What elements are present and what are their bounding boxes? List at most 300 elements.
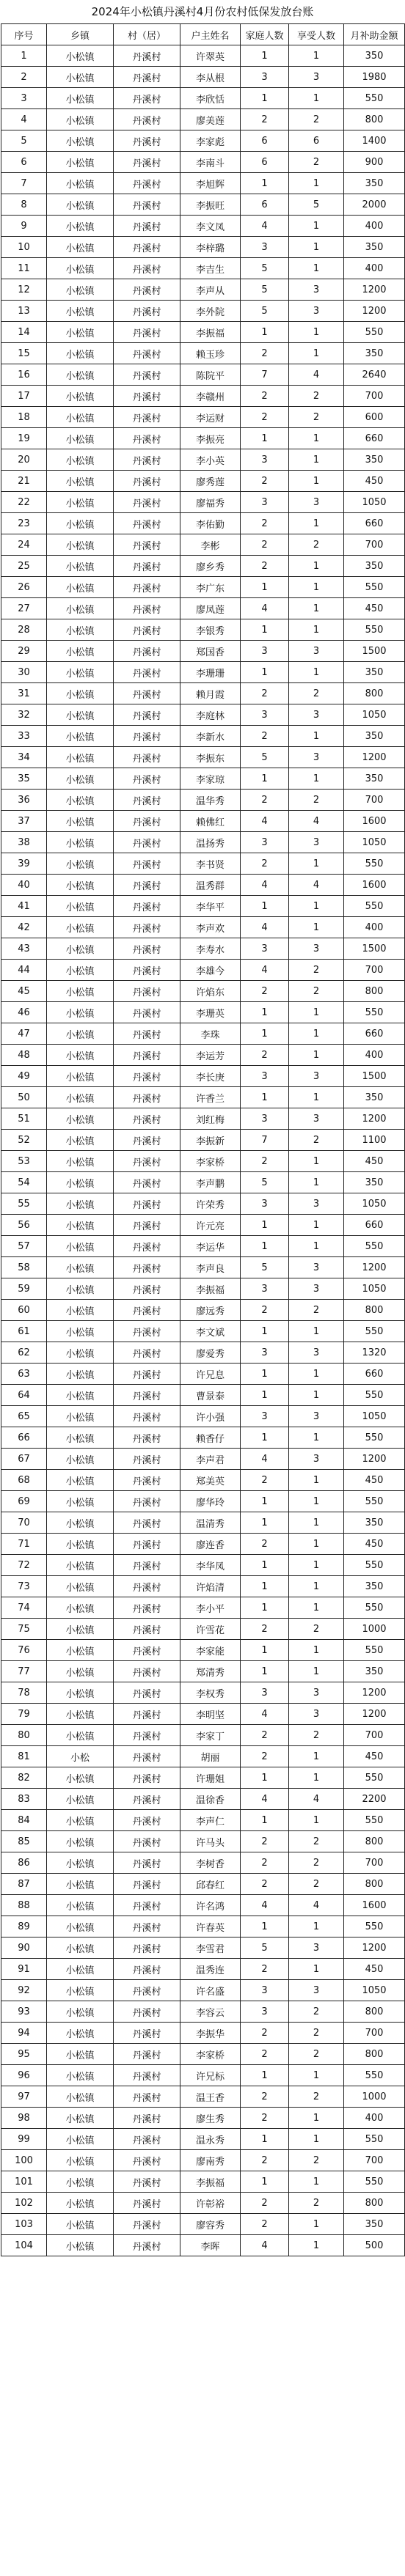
cell-beneficiaries: 1: [289, 556, 344, 577]
cell-serial: 36: [1, 790, 47, 811]
cell-serial: 35: [1, 768, 47, 790]
table-row: [1, 1576, 405, 1597]
cell-householder: 李权秀: [180, 1682, 241, 1704]
cell-serial: 30: [1, 662, 47, 683]
cell-serial: 102: [1, 2193, 47, 2214]
cell-village: 丹溪村: [114, 1619, 180, 1640]
cell-beneficiaries: 1: [289, 428, 344, 449]
cell-town: 小松镇: [47, 279, 114, 301]
cell-monthly-amount: 1600: [344, 875, 405, 896]
cell-family-size: 5: [241, 1937, 289, 1959]
cell-family-size: 3: [241, 1066, 289, 1087]
cell-family-size: 2: [241, 534, 289, 556]
cell-householder: 李珊英: [180, 1002, 241, 1023]
table-row: [1, 2023, 405, 2044]
cell-householder: 李明坚: [180, 1704, 241, 1725]
cell-family-size: 2: [241, 556, 289, 577]
cell-serial: 82: [1, 1767, 47, 1789]
cell-monthly-amount: 550: [344, 1810, 405, 1831]
cell-village: 丹溪村: [114, 1661, 180, 1682]
cell-village: 丹溪村: [114, 577, 180, 598]
cell-town: 小松镇: [47, 1342, 114, 1364]
cell-serial: 15: [1, 343, 47, 364]
cell-town: 小松镇: [47, 343, 114, 364]
cell-family-size: 1: [241, 2065, 289, 2086]
cell-beneficiaries: 3: [289, 938, 344, 960]
cell-town: 小松镇: [47, 1640, 114, 1661]
cell-householder: 李晖: [180, 2235, 241, 2256]
cell-village: 丹溪村: [114, 1364, 180, 1385]
cell-monthly-amount: 1200: [344, 1682, 405, 1704]
cell-town: 小松镇: [47, 1002, 114, 1023]
cell-monthly-amount: 1050: [344, 1980, 405, 2001]
table-row: [1, 173, 405, 194]
cell-householder: 李声从: [180, 279, 241, 301]
cell-monthly-amount: 450: [344, 471, 405, 492]
cell-monthly-amount: 400: [344, 2108, 405, 2129]
cell-serial: 55: [1, 1193, 47, 1215]
cell-beneficiaries: 2: [289, 960, 344, 981]
cell-beneficiaries: 3: [289, 832, 344, 853]
cell-family-size: 7: [241, 364, 289, 386]
table-row: [1, 428, 405, 449]
cell-serial: 12: [1, 279, 47, 301]
cell-householder: 李华平: [180, 896, 241, 917]
cell-serial: 92: [1, 1980, 47, 2001]
cell-town: 小松镇: [47, 981, 114, 1002]
cell-town: 小松镇: [47, 1831, 114, 1852]
cell-town: 小松镇: [47, 2171, 114, 2193]
cell-village: 丹溪村: [114, 173, 180, 194]
cell-serial: 97: [1, 2086, 47, 2108]
cell-family-size: 2: [241, 2214, 289, 2235]
cell-serial: 24: [1, 534, 47, 556]
cell-serial: 5: [1, 130, 47, 152]
cell-householder: 李雄今: [180, 960, 241, 981]
cell-beneficiaries: 5: [289, 194, 344, 216]
cell-family-size: 1: [241, 322, 289, 343]
cell-serial: 90: [1, 1937, 47, 1959]
cell-monthly-amount: 500: [344, 2235, 405, 2256]
cell-serial: 60: [1, 1300, 47, 1321]
cell-beneficiaries: 2: [289, 407, 344, 428]
cell-serial: 14: [1, 322, 47, 343]
cell-beneficiaries: 1: [289, 577, 344, 598]
table-row: [1, 1023, 405, 1045]
cell-householder: 李振福: [180, 1278, 241, 1300]
cell-monthly-amount: 1050: [344, 704, 405, 726]
cell-town: 小松镇: [47, 1916, 114, 1937]
cell-householder: 李家桥: [180, 2044, 241, 2065]
cell-serial: 75: [1, 1619, 47, 1640]
table-row: [1, 662, 405, 683]
cell-householder: 李文斌: [180, 1321, 241, 1342]
cell-town: 小松镇: [47, 1278, 114, 1300]
table-body: [1, 45, 405, 2256]
table-row: [1, 2108, 405, 2129]
cell-town: 小松镇: [47, 109, 114, 130]
cell-family-size: 2: [241, 2150, 289, 2171]
table-row: [1, 2150, 405, 2171]
cell-town: 小松镇: [47, 917, 114, 938]
cell-town: 小松镇: [47, 130, 114, 152]
cell-village: 丹溪村: [114, 2065, 180, 2086]
cell-householder: 廖美莲: [180, 109, 241, 130]
cell-town: 小松镇: [47, 1193, 114, 1215]
cell-village: 丹溪村: [114, 301, 180, 322]
cell-family-size: 1: [241, 173, 289, 194]
col-header-family-size: 家庭人数: [241, 24, 289, 45]
table-row: [1, 1449, 405, 1470]
cell-village: 丹溪村: [114, 1427, 180, 1449]
cell-family-size: 1: [241, 88, 289, 109]
cell-family-size: 1: [241, 662, 289, 683]
cell-householder: 廖南秀: [180, 2150, 241, 2171]
cell-town: 小松镇: [47, 216, 114, 237]
cell-town: 小松镇: [47, 2214, 114, 2235]
cell-family-size: 1: [241, 1321, 289, 1342]
cell-family-size: 2: [241, 2108, 289, 2129]
cell-village: 丹溪村: [114, 534, 180, 556]
cell-monthly-amount: 550: [344, 1916, 405, 1937]
cell-householder: 许翠英: [180, 45, 241, 67]
cell-family-size: 2: [241, 1534, 289, 1555]
cell-town: 小松镇: [47, 2023, 114, 2044]
table-row: [1, 811, 405, 832]
cell-beneficiaries: 1: [289, 1470, 344, 1491]
table-row: [1, 1257, 405, 1278]
cell-village: 丹溪村: [114, 67, 180, 88]
cell-serial: 98: [1, 2108, 47, 2129]
cell-monthly-amount: 550: [344, 853, 405, 875]
cell-beneficiaries: 4: [289, 364, 344, 386]
cell-beneficiaries: 4: [289, 811, 344, 832]
cell-beneficiaries: 1: [289, 917, 344, 938]
cell-householder: 李振亮: [180, 428, 241, 449]
cell-serial: 40: [1, 875, 47, 896]
cell-householder: 李声良: [180, 1257, 241, 1278]
cell-serial: 39: [1, 853, 47, 875]
table-row: [1, 2129, 405, 2150]
cell-village: 丹溪村: [114, 428, 180, 449]
cell-serial: 22: [1, 492, 47, 513]
cell-village: 丹溪村: [114, 1066, 180, 1087]
cell-family-size: 1: [241, 428, 289, 449]
cell-village: 丹溪村: [114, 45, 180, 67]
cell-monthly-amount: 1050: [344, 832, 405, 853]
cell-monthly-amount: 1100: [344, 1130, 405, 1151]
cell-serial: 49: [1, 1066, 47, 1087]
cell-family-size: 2: [241, 513, 289, 534]
cell-serial: 56: [1, 1215, 47, 1236]
table-row: [1, 1321, 405, 1342]
cell-beneficiaries: 3: [289, 1704, 344, 1725]
cell-beneficiaries: 1: [289, 1916, 344, 1937]
cell-monthly-amount: 2640: [344, 364, 405, 386]
cell-householder: 许春英: [180, 1916, 241, 1937]
cell-monthly-amount: 400: [344, 1045, 405, 1066]
cell-monthly-amount: 350: [344, 1576, 405, 1597]
cell-town: 小松镇: [47, 1852, 114, 1874]
cell-serial: 33: [1, 726, 47, 747]
cell-monthly-amount: 1320: [344, 1342, 405, 1364]
cell-family-size: 6: [241, 152, 289, 173]
cell-householder: 曹景泰: [180, 1385, 241, 1406]
cell-village: 丹溪村: [114, 1385, 180, 1406]
table-row: [1, 1895, 405, 1916]
cell-serial: 83: [1, 1789, 47, 1810]
cell-monthly-amount: 800: [344, 109, 405, 130]
col-header-beneficiaries: 享受人数: [289, 24, 344, 45]
cell-householder: 刘红梅: [180, 1108, 241, 1130]
cell-beneficiaries: 1: [289, 598, 344, 619]
cell-town: 小松镇: [47, 428, 114, 449]
cell-monthly-amount: 1200: [344, 1257, 405, 1278]
cell-village: 丹溪村: [114, 1640, 180, 1661]
cell-serial: 46: [1, 1002, 47, 1023]
cell-householder: 郑美英: [180, 1470, 241, 1491]
cell-town: 小松镇: [47, 1959, 114, 1980]
cell-beneficiaries: 3: [289, 492, 344, 513]
table-row: [1, 279, 405, 301]
cell-monthly-amount: 660: [344, 513, 405, 534]
cell-householder: 李书贤: [180, 853, 241, 875]
cell-monthly-amount: 350: [344, 556, 405, 577]
cell-monthly-amount: 800: [344, 683, 405, 704]
cell-householder: 李小英: [180, 449, 241, 471]
cell-householder: 李珠: [180, 1023, 241, 1045]
cell-town: 小松镇: [47, 1151, 114, 1172]
cell-monthly-amount: 450: [344, 1151, 405, 1172]
cell-beneficiaries: 1: [289, 2171, 344, 2193]
table-row: [1, 1512, 405, 1534]
cell-family-size: 5: [241, 747, 289, 768]
cell-householder: 李华凤: [180, 1555, 241, 1576]
cell-family-size: 1: [241, 1385, 289, 1406]
cell-family-size: 3: [241, 237, 289, 258]
cell-serial: 70: [1, 1512, 47, 1534]
cell-serial: 2: [1, 67, 47, 88]
cell-serial: 41: [1, 896, 47, 917]
table-row: [1, 704, 405, 726]
cell-monthly-amount: 550: [344, 1491, 405, 1512]
table-row: [1, 322, 405, 343]
cell-village: 丹溪村: [114, 726, 180, 747]
cell-householder: 李长庚: [180, 1066, 241, 1087]
cell-village: 丹溪村: [114, 2044, 180, 2065]
cell-serial: 11: [1, 258, 47, 279]
cell-monthly-amount: 1000: [344, 2086, 405, 2108]
cell-monthly-amount: 1600: [344, 811, 405, 832]
cell-town: 小松镇: [47, 45, 114, 67]
table-row: [1, 1937, 405, 1959]
cell-serial: 65: [1, 1406, 47, 1427]
cell-beneficiaries: 1: [289, 1959, 344, 1980]
cell-serial: 79: [1, 1704, 47, 1725]
cell-householder: 温秀连: [180, 1959, 241, 1980]
cell-monthly-amount: 350: [344, 343, 405, 364]
table-row: [1, 1682, 405, 1704]
cell-family-size: 4: [241, 1895, 289, 1916]
cell-village: 丹溪村: [114, 130, 180, 152]
cell-village: 丹溪村: [114, 747, 180, 768]
cell-family-size: 2: [241, 1725, 289, 1746]
cell-village: 丹溪村: [114, 237, 180, 258]
cell-beneficiaries: 1: [289, 1427, 344, 1449]
cell-monthly-amount: 800: [344, 2001, 405, 2023]
cell-beneficiaries: 2: [289, 2086, 344, 2108]
cell-householder: 陈院平: [180, 364, 241, 386]
cell-householder: 许名盛: [180, 1980, 241, 2001]
cell-householder: 许焰清: [180, 1576, 241, 1597]
cell-town: 小松镇: [47, 1364, 114, 1385]
cell-beneficiaries: 3: [289, 1406, 344, 1427]
table-row: [1, 1959, 405, 1980]
table-row: [1, 896, 405, 917]
cell-monthly-amount: 550: [344, 2171, 405, 2193]
cell-householder: 许马头: [180, 1831, 241, 1852]
cell-town: 小松镇: [47, 1980, 114, 2001]
cell-serial: 101: [1, 2171, 47, 2193]
cell-beneficiaries: 2: [289, 1619, 344, 1640]
cell-village: 丹溪村: [114, 449, 180, 471]
cell-monthly-amount: 1200: [344, 301, 405, 322]
cell-village: 丹溪村: [114, 1959, 180, 1980]
cell-serial: 7: [1, 173, 47, 194]
cell-town: 小松镇: [47, 1810, 114, 1831]
cell-serial: 10: [1, 237, 47, 258]
cell-village: 丹溪村: [114, 109, 180, 130]
cell-monthly-amount: 1050: [344, 1406, 405, 1427]
cell-householder: 李文凤: [180, 216, 241, 237]
cell-monthly-amount: 2000: [344, 194, 405, 216]
cell-beneficiaries: 1: [289, 2108, 344, 2129]
cell-serial: 43: [1, 938, 47, 960]
cell-beneficiaries: 3: [289, 704, 344, 726]
cell-family-size: 2: [241, 1746, 289, 1767]
cell-householder: 廖凤莲: [180, 598, 241, 619]
cell-monthly-amount: 800: [344, 1300, 405, 1321]
cell-householder: 李寿水: [180, 938, 241, 960]
cell-town: 小松镇: [47, 1215, 114, 1236]
cell-serial: 52: [1, 1130, 47, 1151]
cell-beneficiaries: 1: [289, 1512, 344, 1534]
cell-village: 丹溪村: [114, 1682, 180, 1704]
table-row: [1, 1810, 405, 1831]
table-row: [1, 2065, 405, 2086]
table-row: [1, 1597, 405, 1619]
cell-beneficiaries: 1: [289, 1215, 344, 1236]
cell-family-size: 1: [241, 1236, 289, 1257]
cell-town: 小松镇: [47, 88, 114, 109]
cell-town: 小松镇: [47, 1534, 114, 1555]
cell-householder: 赖佛红: [180, 811, 241, 832]
cell-village: 丹溪村: [114, 1937, 180, 1959]
cell-beneficiaries: 3: [289, 67, 344, 88]
cell-householder: 许兄标: [180, 2065, 241, 2086]
cell-beneficiaries: 1: [289, 2129, 344, 2150]
col-header-monthly-amount: 月补助金额: [344, 24, 405, 45]
cell-beneficiaries: 1: [289, 1534, 344, 1555]
cell-town: 小松镇: [47, 1661, 114, 1682]
cell-monthly-amount: 400: [344, 917, 405, 938]
cell-beneficiaries: 1: [289, 216, 344, 237]
cell-village: 丹溪村: [114, 1193, 180, 1215]
cell-beneficiaries: 3: [289, 1257, 344, 1278]
cell-family-size: 1: [241, 1491, 289, 1512]
cell-householder: 李梓璐: [180, 237, 241, 258]
cell-householder: 李振福: [180, 2171, 241, 2193]
table-row: [1, 152, 405, 173]
table-row: [1, 2193, 405, 2214]
cell-householder: 郑国香: [180, 641, 241, 662]
cell-family-size: 6: [241, 130, 289, 152]
cell-family-size: 2: [241, 1959, 289, 1980]
cell-village: 丹溪村: [114, 641, 180, 662]
table-row: [1, 917, 405, 938]
cell-town: 小松镇: [47, 683, 114, 704]
cell-family-size: 4: [241, 960, 289, 981]
cell-monthly-amount: 550: [344, 896, 405, 917]
cell-householder: 李外院: [180, 301, 241, 322]
cell-monthly-amount: 800: [344, 1831, 405, 1852]
cell-beneficiaries: 3: [289, 301, 344, 322]
cell-monthly-amount: 800: [344, 981, 405, 1002]
cell-village: 丹溪村: [114, 896, 180, 917]
cell-monthly-amount: 1200: [344, 1449, 405, 1470]
cell-family-size: 4: [241, 917, 289, 938]
cell-monthly-amount: 660: [344, 1023, 405, 1045]
cell-family-size: 3: [241, 1342, 289, 1364]
cell-serial: 58: [1, 1257, 47, 1278]
cell-householder: 许元亮: [180, 1215, 241, 1236]
cell-monthly-amount: 660: [344, 1364, 405, 1385]
cell-family-size: 1: [241, 1555, 289, 1576]
cell-householder: 廖生秀: [180, 2108, 241, 2129]
cell-beneficiaries: 1: [289, 1767, 344, 1789]
table-row: [1, 1980, 405, 2001]
cell-town: 小松镇: [47, 853, 114, 875]
cell-village: 丹溪村: [114, 1108, 180, 1130]
cell-family-size: 2: [241, 343, 289, 364]
cell-beneficiaries: 3: [289, 1278, 344, 1300]
cell-monthly-amount: 550: [344, 1597, 405, 1619]
cell-householder: 温秀群: [180, 875, 241, 896]
cell-town: 小松镇: [47, 2001, 114, 2023]
cell-monthly-amount: 450: [344, 1746, 405, 1767]
table-row: [1, 938, 405, 960]
cell-family-size: 1: [241, 896, 289, 917]
cell-serial: 63: [1, 1364, 47, 1385]
table-row: [1, 1193, 405, 1215]
cell-family-size: 1: [241, 2129, 289, 2150]
cell-town: 小松镇: [47, 2193, 114, 2214]
cell-serial: 91: [1, 1959, 47, 1980]
cell-town: 小松镇: [47, 1172, 114, 1193]
cell-town: 小松镇: [47, 386, 114, 407]
cell-beneficiaries: 1: [289, 173, 344, 194]
cell-family-size: 3: [241, 1278, 289, 1300]
cell-town: 小松镇: [47, 301, 114, 322]
cell-village: 丹溪村: [114, 88, 180, 109]
table-row: [1, 471, 405, 492]
cell-town: 小松镇: [47, 1257, 114, 1278]
cell-serial: 13: [1, 301, 47, 322]
table-row: [1, 768, 405, 790]
cell-family-size: 4: [241, 811, 289, 832]
cell-serial: 6: [1, 152, 47, 173]
cell-family-size: 7: [241, 1130, 289, 1151]
